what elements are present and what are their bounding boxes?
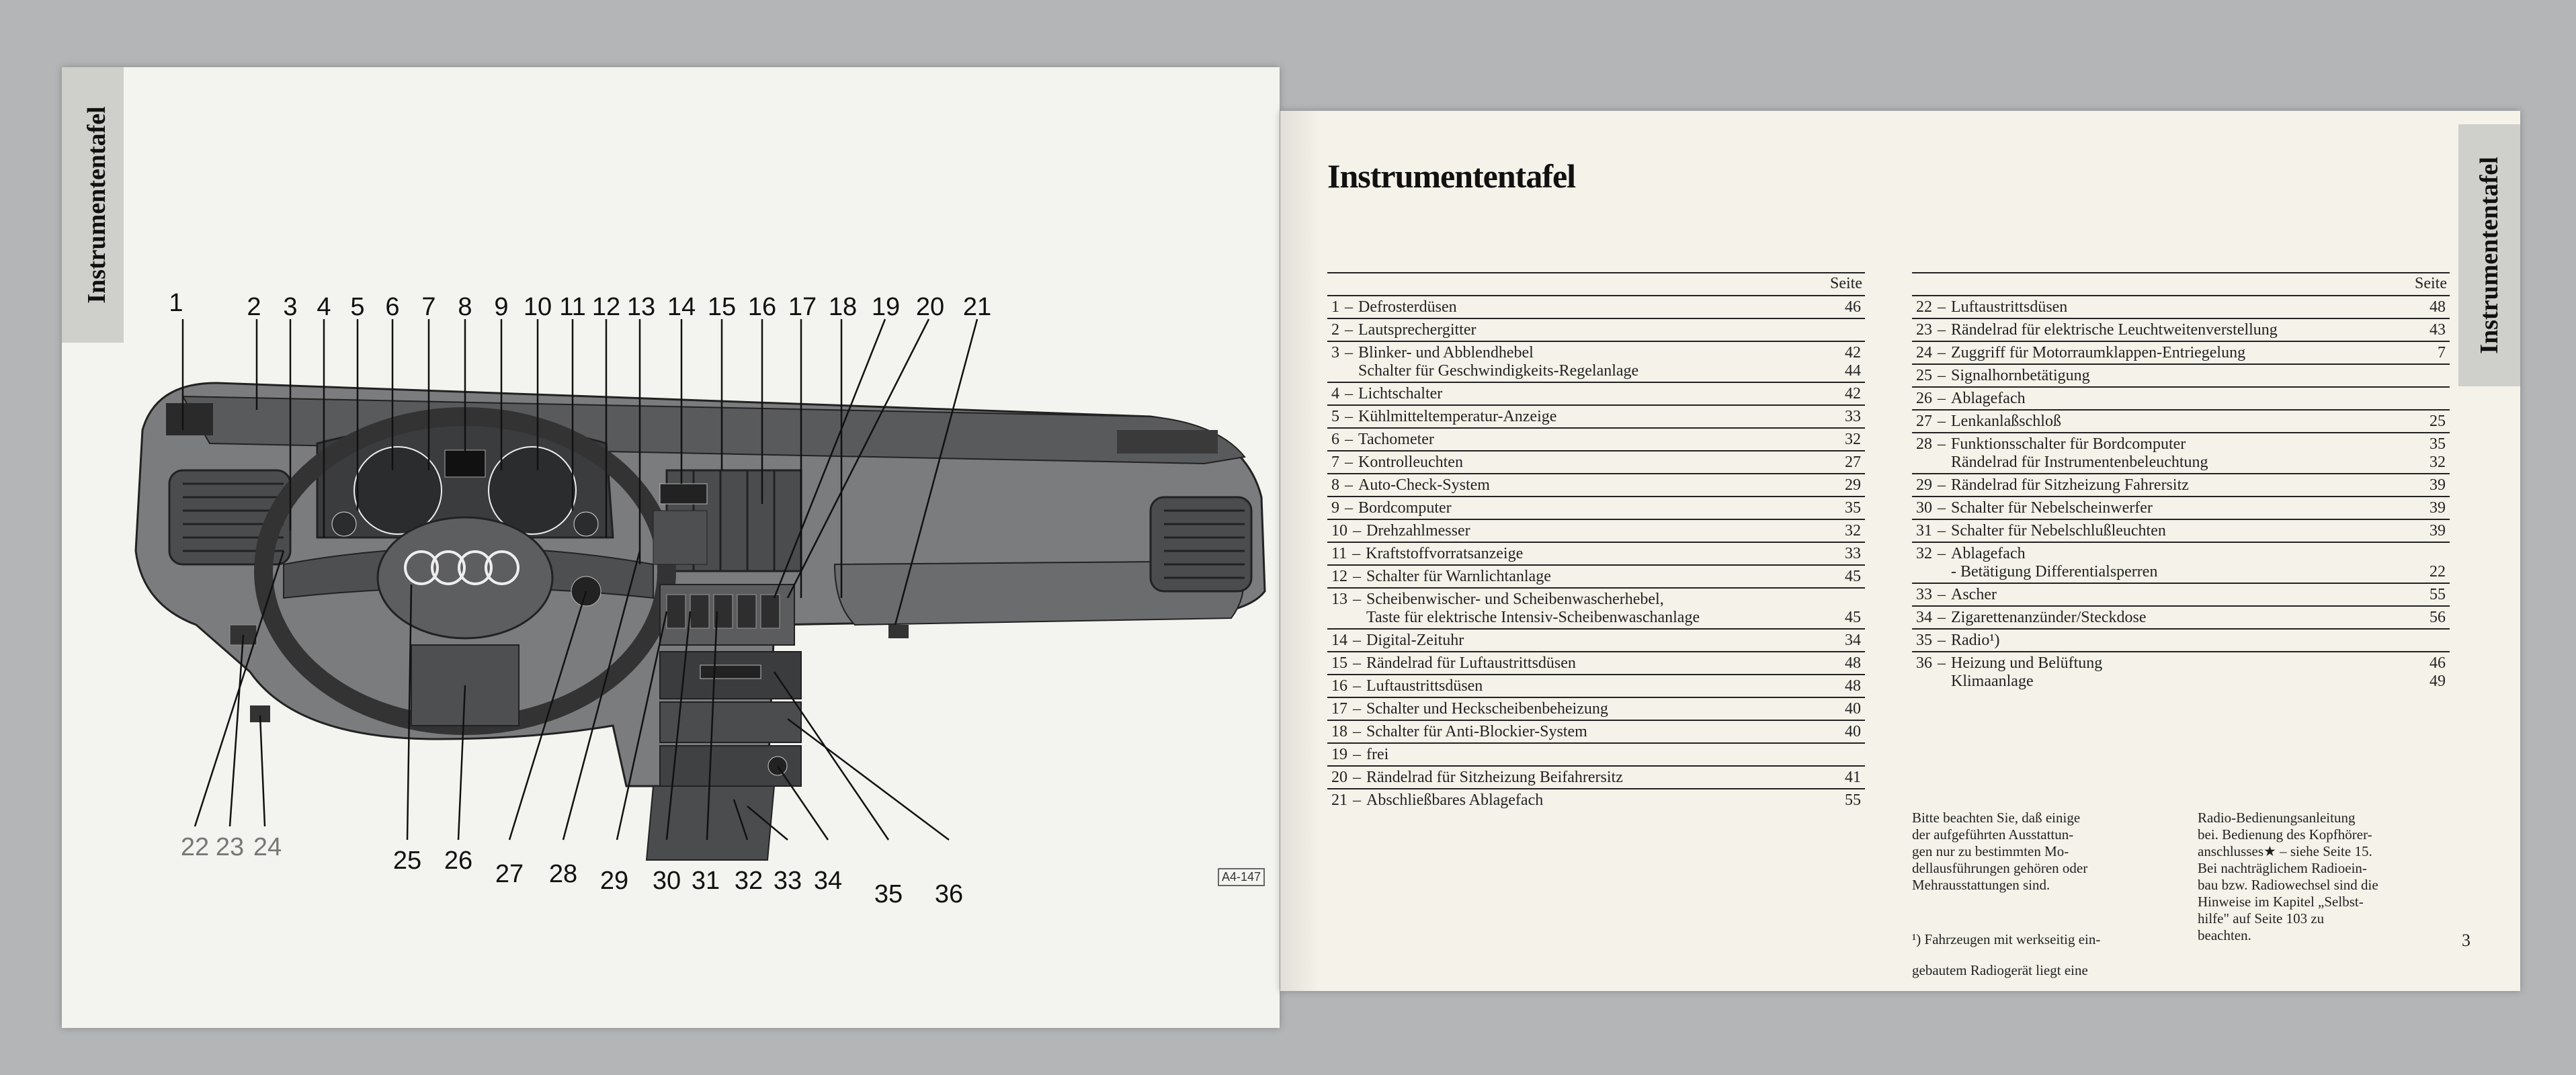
legend-description: Luftaustrittsdüsen xyxy=(1366,677,1483,695)
legend-page: 56 xyxy=(2429,609,2446,626)
legend-page xyxy=(2419,390,2446,408)
speaker-grille-right xyxy=(1117,430,1218,454)
legend-description: Ablagefach xyxy=(1951,390,2026,407)
legend-page: 39 xyxy=(2429,476,2446,494)
digital-clock xyxy=(660,484,707,504)
callout-9: 9 xyxy=(494,293,509,321)
legend-page: 40 xyxy=(1845,700,1861,718)
callout-32: 32 xyxy=(734,867,763,895)
legend-description: Schalter und Heckscheibenbeheizung xyxy=(1366,700,1608,718)
callout-29: 29 xyxy=(599,867,629,895)
legend-description: Ascher xyxy=(1951,586,1997,603)
legend-number: 18 xyxy=(1331,723,1347,740)
footnote-radio xyxy=(1912,917,2100,993)
legend-number: 32 xyxy=(1916,545,1932,562)
legend-row-11: 11 – Kraftstoffvorratsanzeige 33 xyxy=(1327,542,1865,564)
legend-row-34: 34 – Zigarettenanzünder/Steckdose 56 xyxy=(1912,605,2450,628)
legend-page: 32 xyxy=(1845,431,1861,448)
legend-number: 3 xyxy=(1331,344,1339,361)
hazard-switch-area xyxy=(653,511,707,564)
footnote-line: gebautem Radiogerät liegt eine xyxy=(1912,962,2088,978)
legend-row-15: 15 – Rändelrad für Luftaustrittsdüsen 48 xyxy=(1327,651,1865,674)
callout-23: 23 xyxy=(215,833,245,861)
coolant-gauge xyxy=(332,512,356,536)
legend-description: Defrosterdüsen xyxy=(1358,298,1457,316)
legend-description: Lenkanlaßschloß xyxy=(1951,413,2061,430)
seite-header: Seite xyxy=(2415,275,2447,292)
legend-page xyxy=(1834,746,1861,764)
legend-row-1: 1 – Defrosterdüsen 46 xyxy=(1327,295,1865,318)
note_left-line: gen nur zu bestimmten Mo- xyxy=(1912,843,2069,859)
legend-table-right xyxy=(1912,272,2450,692)
legend-number: 5 xyxy=(1331,408,1339,425)
callout-35: 35 xyxy=(874,880,903,908)
legend-number: 26 xyxy=(1916,390,1932,407)
figure-reference: A4-147 xyxy=(1218,868,1265,886)
legend-row-21: 21 – Abschließbares Ablagefach 55 xyxy=(1327,788,1865,811)
note_left-line: dellausführungen gehören oder xyxy=(1912,860,2088,876)
legend-row-25: 25 – Signalhornbetätigung xyxy=(1912,363,2450,386)
legend-number: 28 xyxy=(1916,435,1932,453)
legend-number: 21 xyxy=(1331,791,1347,809)
legend-row-35: 35 – Radio¹) xyxy=(1912,628,2450,651)
legend-number: 9 xyxy=(1331,499,1339,517)
note-radio xyxy=(2198,810,2378,944)
legend-page: 32 xyxy=(1845,522,1861,540)
legend-number: 30 xyxy=(1916,499,1932,517)
legend-page xyxy=(2419,632,2446,650)
callout-11: 11 xyxy=(559,293,586,321)
callout-20: 20 xyxy=(915,293,945,321)
legend-page: 43 xyxy=(2429,321,2446,339)
legend-page: 27 xyxy=(1845,454,1861,471)
callout-22: 22 xyxy=(180,833,210,861)
legend-description: Taste für elektrische Intensiv-Scheibenwaschanlage xyxy=(1366,609,1700,626)
legend-description: Klimaanlage xyxy=(1951,673,2034,690)
legend-page: 46 xyxy=(1845,298,1861,316)
legend-description: Kühlmitteltemperatur-Anzeige xyxy=(1358,408,1557,425)
note_right-line: bei. Bedienung des Kopfhörer- xyxy=(2198,826,2372,843)
legend-row-16: 16 – Luftaustrittsdüsen 48 xyxy=(1327,674,1865,697)
note-models xyxy=(1912,810,2087,894)
legend-row-12: 12 – Schalter für Warnlichtanlage 45 xyxy=(1327,564,1865,587)
note_right-line: bau bzw. Radiowechsel sind die xyxy=(2198,877,2378,893)
callout-21: 21 xyxy=(962,293,992,321)
legend-row-8: 8 – Auto-Check-System 29 xyxy=(1327,473,1865,496)
legend-row-26: 26 – Ablagefach xyxy=(1912,386,2450,409)
legend-number: 27 xyxy=(1916,413,1932,430)
legend-page: 7 xyxy=(2438,344,2446,361)
legend-number: 2 xyxy=(1331,321,1339,339)
legend-number: 33 xyxy=(1916,586,1932,603)
callout-7: 7 xyxy=(421,293,436,321)
legend-number: 1 xyxy=(1331,298,1339,316)
callout-5: 5 xyxy=(350,293,365,321)
legend-number: 29 xyxy=(1916,476,1932,494)
legend-description: frei xyxy=(1366,746,1389,763)
legend-number: 22 xyxy=(1916,298,1932,316)
legend-page: 39 xyxy=(2429,522,2446,540)
legend-number: 14 xyxy=(1331,632,1347,649)
section-tab-right xyxy=(2458,124,2520,386)
legend-description: Funktionsschalter für Bordcomputer xyxy=(1951,435,2186,453)
legend-page: 55 xyxy=(2429,586,2446,603)
legend-description: Schalter für Geschwindigkeits-Regelanlage xyxy=(1358,362,1639,380)
legend-row-13: 13 – Scheibenwischer- und Scheibenwascherhebel, Taste für elektrische Intensiv-Scheibenwaschanlage 45 xyxy=(1327,587,1865,628)
callout-33: 33 xyxy=(773,867,802,895)
legend-description: Blinker- und Abblendhebel xyxy=(1358,344,1534,361)
legend-row-7: 7 – Kontrolleuchten 27 xyxy=(1327,450,1865,473)
note_left-line: der aufgeführten Ausstattun- xyxy=(1912,826,2074,843)
legend-description: Schalter für Anti-Blockier-System xyxy=(1366,723,1587,740)
legend-row-3: 3 – Blinker- und Abblendhebel Schalter für Geschwindigkeits-Regelanlage 42 44 xyxy=(1327,341,1865,382)
legend-page: 48 xyxy=(2429,298,2446,316)
legend-description: Signalhornbetätigung xyxy=(1951,367,2090,384)
legend-row-24: 24 – Zuggriff für Motorraumklappen-Entriegelung 7 xyxy=(1912,341,2450,363)
callout-14: 14 xyxy=(667,293,696,321)
callout-17: 17 xyxy=(788,293,817,321)
legend-number: 15 xyxy=(1331,654,1347,672)
legend-description: Auto-Check-System xyxy=(1358,476,1490,494)
legend-number: 7 xyxy=(1331,454,1339,471)
legend-row-17: 17 – Schalter und Heckscheibenbeheizung 40 xyxy=(1327,697,1865,720)
legend-row-10: 10 – Drehzahlmesser 32 xyxy=(1327,519,1865,542)
callout-36: 36 xyxy=(934,880,964,908)
legend-page: 33 xyxy=(1845,545,1861,562)
callout-27: 27 xyxy=(495,860,524,888)
callout-16: 16 xyxy=(747,293,777,321)
legend-number: 25 xyxy=(1916,367,1932,384)
legend-description: Lichtschalter xyxy=(1358,385,1443,402)
legend-description: Heizung und Belüftung xyxy=(1951,654,2103,672)
note_right-line: hilfe" auf Seite 103 zu xyxy=(2198,910,2325,927)
legend-row-14: 14 – Digital-Zeituhr 34 xyxy=(1327,628,1865,651)
legend-page: 42 xyxy=(1845,385,1861,402)
legend-page: 48 xyxy=(1845,654,1861,672)
legend-number: 12 xyxy=(1331,568,1347,585)
legend-page: 55 xyxy=(1845,791,1861,809)
callout-26: 26 xyxy=(444,847,473,875)
callout-1: 1 xyxy=(169,289,183,317)
legend-page: 29 xyxy=(1845,476,1861,494)
legend-description: Digital-Zeituhr xyxy=(1366,632,1464,649)
legend-row-23: 23 – Rändelrad für elektrische Leuchtweitenverstellung 43 xyxy=(1912,318,2450,341)
note_left-line: Bitte beachten Sie, daß einige xyxy=(1912,810,2081,826)
callout-3: 3 xyxy=(283,293,298,321)
note_left-line: Mehrausstattungen sind. xyxy=(1912,877,2050,893)
legend-page: 48 xyxy=(1845,677,1861,695)
legend-page: 22 xyxy=(2429,563,2446,580)
legend-page: 42 xyxy=(1845,344,1861,361)
legend-number: 16 xyxy=(1331,677,1347,695)
legend-description: Rändelrad für Instrumentenbeleuchtung xyxy=(1951,454,2208,471)
legend-row-20: 20 – Rändelrad für Sitzheizung Beifahrersitz 41 xyxy=(1327,765,1865,788)
callout-31: 31 xyxy=(691,867,720,895)
legend-page: 25 xyxy=(2429,413,2446,430)
legend-description: Bordcomputer xyxy=(1358,499,1452,517)
note_right-line: Hinweise im Kapitel „Selbst- xyxy=(2198,894,2364,910)
legend-page: 44 xyxy=(1845,362,1861,380)
callout-34: 34 xyxy=(813,867,843,895)
legend-description: Schalter für Nebelscheinwerfer xyxy=(1951,499,2153,517)
legend-row-22: 22 – Luftaustrittsdüsen 48 xyxy=(1912,295,2450,318)
callout-10: 10 xyxy=(523,293,552,321)
legend-row-9: 9 – Bordcomputer 35 xyxy=(1327,496,1865,519)
legend-page: 39 xyxy=(2429,499,2446,517)
legend-row-30: 30 – Schalter für Nebelscheinwerfer 39 xyxy=(1912,496,2450,519)
callout-8: 8 xyxy=(458,293,472,321)
legend-number: 31 xyxy=(1916,522,1932,540)
right-page xyxy=(1280,111,2520,991)
callout-12: 12 xyxy=(591,293,621,321)
callout-24: 24 xyxy=(253,833,282,861)
legend-description: - Betätigung Differentialsperren xyxy=(1951,563,2158,580)
legend-description: Drehzahlmesser xyxy=(1366,522,1470,540)
legend-page: 45 xyxy=(1845,568,1861,585)
legend-row-29: 29 – Rändelrad für Sitzheizung Fahrersitz 39 xyxy=(1912,473,2450,496)
legend-page: 33 xyxy=(1845,408,1861,425)
legend-number: 36 xyxy=(1916,654,1932,672)
legend-row-18: 18 – Schalter für Anti-Blockier-System 40 xyxy=(1327,720,1865,742)
note_right-line: Bei nachträglichem Radioein- xyxy=(2198,860,2367,876)
legend-number: 34 xyxy=(1916,609,1932,626)
page-number: 3 xyxy=(2462,931,2470,950)
left-page xyxy=(62,67,1280,1028)
legend-row-36: 36 – Heizung und Belüftung Klimaanlage 46 49 xyxy=(1912,651,2450,692)
legend-number: 23 xyxy=(1916,321,1932,339)
callout-25: 25 xyxy=(392,847,422,875)
legend-number: 8 xyxy=(1331,476,1339,494)
callout-30: 30 xyxy=(652,867,681,895)
legend-number: 20 xyxy=(1331,769,1347,786)
legend-row-6: 6 – Tachometer 32 xyxy=(1327,427,1865,450)
legend-number: 24 xyxy=(1916,344,1932,361)
fuel-gauge xyxy=(574,512,598,536)
note_right-line: beachten. xyxy=(2198,927,2251,943)
legend-number: 11 xyxy=(1331,545,1347,562)
legend-page: 45 xyxy=(1845,609,1861,626)
legend-row-2: 2 – Lautsprechergitter xyxy=(1327,318,1865,341)
legend-description: Zuggriff für Motorraumklappen-Entriegelung xyxy=(1951,344,2246,361)
callout-2: 2 xyxy=(247,293,261,321)
legend-row-5: 5 – Kühlmitteltemperatur-Anzeige 33 xyxy=(1327,404,1865,427)
steering-hub xyxy=(378,517,552,638)
legend-row-4: 4 – Lichtschalter 42 xyxy=(1327,382,1865,404)
callout-6: 6 xyxy=(385,293,400,321)
legend-page xyxy=(2419,545,2446,563)
legend-row-31: 31 – Schalter für Nebelschlußleuchten 39 xyxy=(1912,519,2450,542)
legend-description: Abschließbares Ablagefach xyxy=(1366,791,1544,809)
legend-description: Schalter für Warnlichtanlage xyxy=(1366,568,1551,585)
legend-description: Rändelrad für Sitzheizung Beifahrersitz xyxy=(1366,769,1623,786)
legend-page: 40 xyxy=(1845,723,1861,740)
legend-description: Rändelrad für Sitzheizung Fahrersitz xyxy=(1951,476,2189,494)
legend-description: Kontrolleuchten xyxy=(1358,454,1463,471)
legend-page: 41 xyxy=(1845,769,1861,786)
legend-page: 49 xyxy=(2429,673,2446,690)
legend-description: Ablagefach xyxy=(1951,545,2026,562)
callout-15: 15 xyxy=(707,293,737,321)
glovebox-lock xyxy=(888,625,909,638)
legend-description: Radio¹) xyxy=(1951,632,2000,649)
storage-tray xyxy=(647,786,774,860)
callout-28: 28 xyxy=(548,860,578,888)
legend-description: Schalter für Nebelschlußleuchten xyxy=(1951,522,2166,540)
section-tab-right-label: Instrumententafel xyxy=(2475,157,2503,354)
page-title: Instrumententafel xyxy=(1327,157,1576,195)
legend-page: 34 xyxy=(1845,632,1861,649)
callout-13: 13 xyxy=(626,293,656,321)
legend-row-33: 33 – Ascher 55 xyxy=(1912,583,2450,605)
callout-19: 19 xyxy=(871,293,901,321)
legend-page xyxy=(2419,367,2446,385)
legend-number: 19 xyxy=(1331,746,1347,763)
legend-description: Rändelrad für Luftaustrittsdüsen xyxy=(1366,654,1576,672)
speaker-grille-left xyxy=(166,403,213,435)
footnote-line: ¹) Fahrzeugen mit werkseitig ein- xyxy=(1912,931,2101,947)
legend-row-28: 28 – Funktionsschalter für Bordcomputer Rändelrad für Instrumentenbeleuchtung 35 32 xyxy=(1912,432,2450,473)
callout-18: 18 xyxy=(828,293,858,321)
legend-page xyxy=(1834,591,1861,609)
legend-number: 10 xyxy=(1331,522,1347,540)
legend-number: 13 xyxy=(1331,591,1347,608)
legend-description: Kraftstoffvorratsanzeige xyxy=(1366,545,1524,562)
legend-table-left xyxy=(1327,272,1865,811)
note_right-line: Radio-Bedienungsanleitung xyxy=(2198,810,2356,826)
note_right-line: anschlusses★ – siehe Seite 15. xyxy=(2198,843,2372,859)
legend-number: 35 xyxy=(1916,632,1932,649)
legend-description: Luftaustrittsdüsen xyxy=(1951,298,2068,316)
climate-control xyxy=(660,702,801,742)
legend-number: 6 xyxy=(1331,431,1339,448)
legend-number: 17 xyxy=(1331,700,1347,718)
legend-row-19: 19 – frei xyxy=(1327,742,1865,765)
legend-description: Tachometer xyxy=(1358,431,1434,448)
legend-row-27: 27 – Lenkanlaßschloß 25 xyxy=(1912,409,2450,432)
legend-page xyxy=(1834,321,1861,339)
legend-row-32: 32 – Ablagefach - Betätigung Differentialsperren 22 xyxy=(1912,542,2450,583)
legend-description: Scheibenwischer- und Scheibenwascherhebel, xyxy=(1366,591,1664,608)
legend-description: Rändelrad für elektrische Leuchtweitenverstellung xyxy=(1951,321,2278,339)
legend-page: 32 xyxy=(2429,454,2446,471)
legend-number: 4 xyxy=(1331,385,1339,402)
legend-page: 46 xyxy=(2429,654,2446,672)
seite-header: Seite xyxy=(1830,275,1862,292)
callout-4: 4 xyxy=(317,293,331,321)
legend-page: 35 xyxy=(1845,499,1861,517)
section-tab-label: Instrumententafel xyxy=(83,106,111,304)
legend-description: Lautsprechergitter xyxy=(1358,321,1477,339)
legend-page: 35 xyxy=(2429,435,2446,453)
legend-description: Zigarettenanzünder/Steckdose xyxy=(1951,609,2147,626)
